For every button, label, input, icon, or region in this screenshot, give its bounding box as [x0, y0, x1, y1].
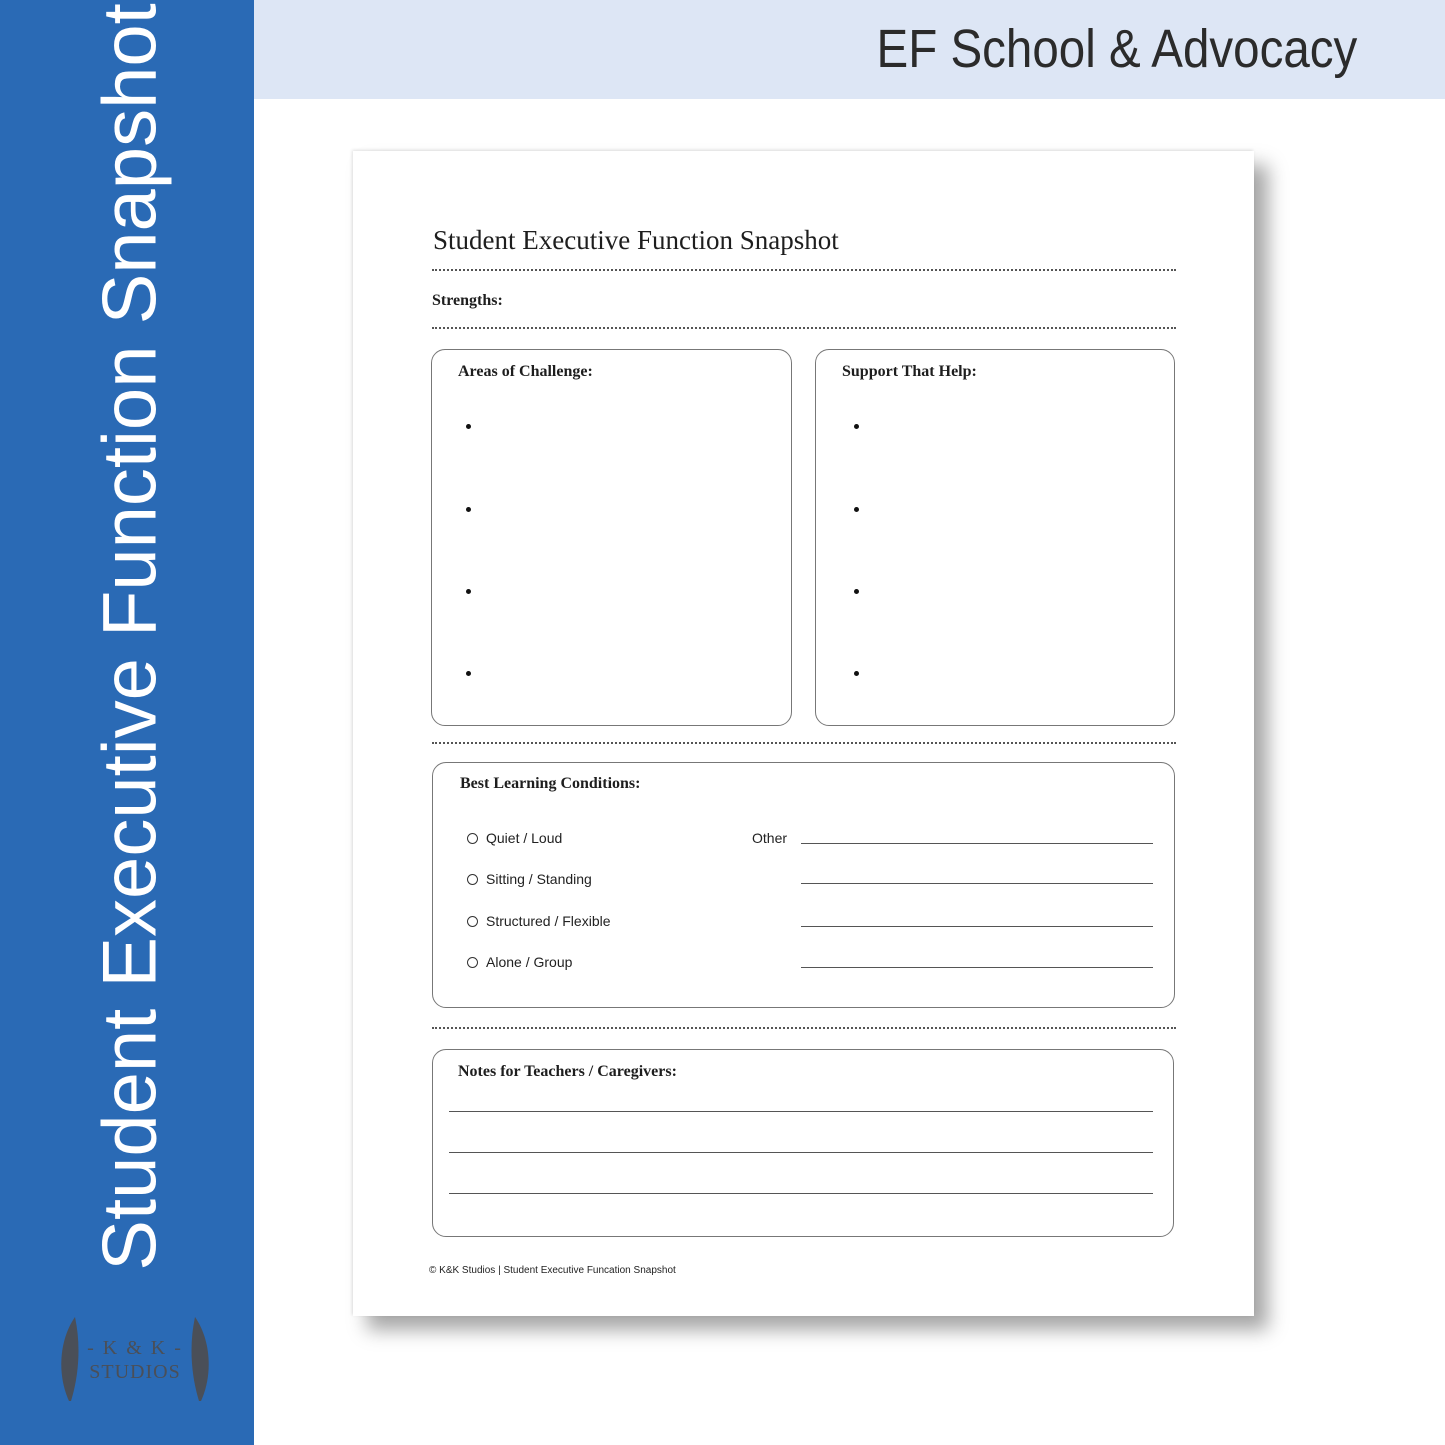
logo-text-top: - K & K -	[87, 1337, 183, 1359]
support-box	[815, 349, 1175, 726]
bullet	[854, 589, 859, 594]
notes-box	[432, 1049, 1174, 1237]
logo	[55, 1315, 215, 1405]
bullet	[466, 589, 471, 594]
feather-icon	[55, 1315, 215, 1405]
bullet	[854, 507, 859, 512]
divider	[432, 269, 1176, 271]
logo-text-bottom: STUDIOS	[89, 1361, 181, 1383]
worksheet-page	[353, 151, 1254, 1316]
conditions-box	[432, 762, 1175, 1008]
other-write-line[interactable]	[801, 843, 1153, 844]
conditions-label: Best Learning Conditions:	[460, 775, 641, 792]
worksheet-title: Student Executive Function Snapshot	[433, 225, 839, 255]
notes-write-line[interactable]	[449, 1193, 1153, 1194]
other-write-line[interactable]	[801, 926, 1153, 927]
challenge-label: Areas of Challenge:	[458, 363, 593, 380]
divider	[432, 1027, 1176, 1029]
condition-option[interactable]	[467, 871, 592, 887]
notes-write-line[interactable]	[449, 1111, 1153, 1112]
radio-circle-icon[interactable]	[467, 957, 478, 968]
bullet	[466, 671, 471, 676]
footer-copyright: © K&K Studios | Student Executive Funcation Snapshot	[429, 1265, 676, 1276]
condition-label: Structured / Flexible	[486, 913, 611, 929]
other-label: Other	[752, 830, 788, 846]
condition-option[interactable]	[467, 830, 562, 846]
other-write-line[interactable]	[801, 883, 1153, 884]
header-band	[254, 0, 1445, 99]
divider	[432, 327, 1176, 329]
condition-label: Quiet / Loud	[486, 830, 563, 846]
radio-circle-icon[interactable]	[467, 916, 478, 927]
notes-label: Notes for Teachers / Caregivers:	[458, 1063, 677, 1080]
sidebar-title: Student Executive Function Snapshot	[87, 3, 173, 1271]
other-write-line[interactable]	[801, 967, 1153, 968]
bullet	[466, 507, 471, 512]
bullet	[854, 424, 859, 429]
condition-option[interactable]	[467, 954, 572, 970]
header-title: EF School & Advocacy	[876, 19, 1357, 79]
sidebar	[0, 0, 254, 1445]
strengths-label: Strengths:	[432, 292, 503, 309]
bullet	[854, 671, 859, 676]
notes-write-line[interactable]	[449, 1152, 1153, 1153]
condition-option[interactable]	[467, 913, 611, 929]
radio-circle-icon[interactable]	[467, 874, 478, 885]
radio-circle-icon[interactable]	[467, 833, 478, 844]
condition-label: Alone / Group	[486, 954, 573, 970]
bullet	[466, 424, 471, 429]
condition-label: Sitting / Standing	[486, 871, 592, 887]
challenge-box	[431, 349, 792, 726]
divider	[432, 742, 1176, 744]
support-label: Support That Help:	[842, 363, 977, 380]
